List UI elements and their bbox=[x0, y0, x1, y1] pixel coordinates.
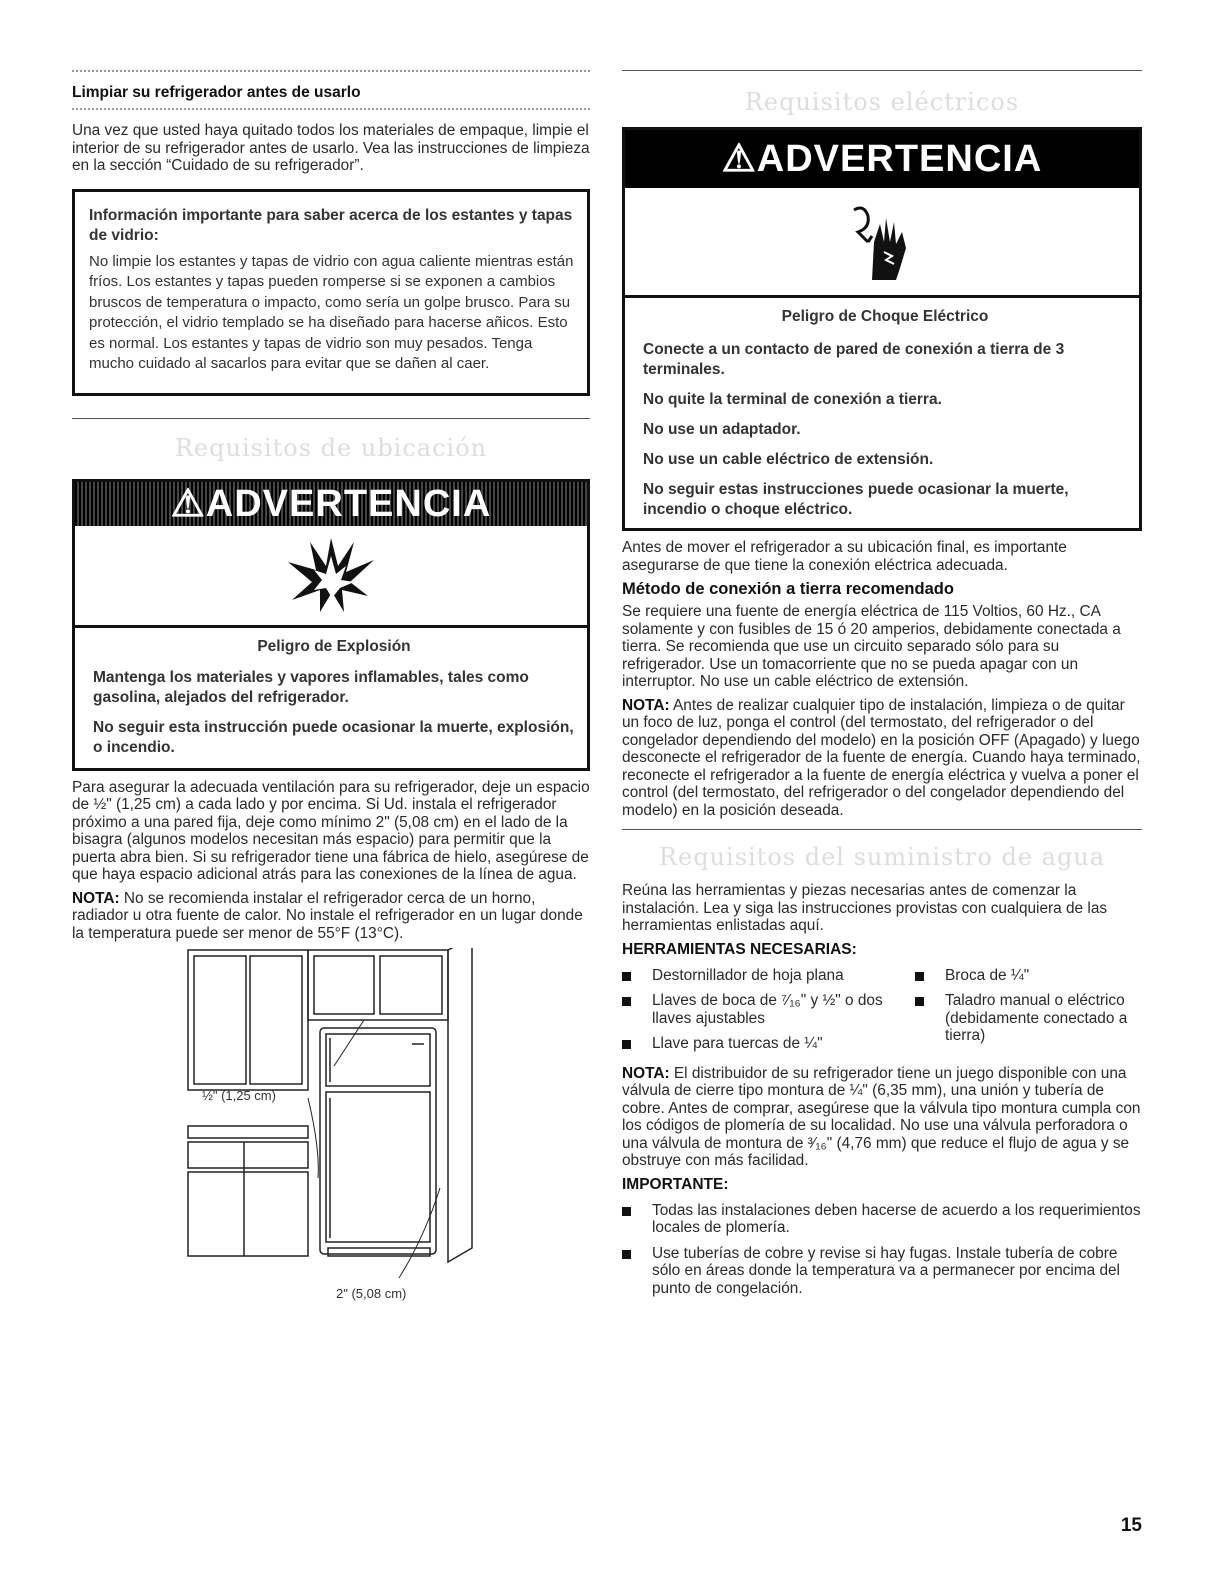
water-intro: Reúna las herramientas y piezas necesarias antes de comenzar la instalación. Lea y siga las instrucciones provistas con cualquiera de las herramientas enlistadas aquí. bbox=[622, 882, 1108, 934]
shock-icon-row bbox=[625, 188, 1139, 298]
warning-banner: ⚠ADVERTENCIA bbox=[625, 130, 1139, 188]
bullet-icon bbox=[622, 972, 631, 981]
warning-banner: ⚠ADVERTENCIA bbox=[75, 482, 587, 526]
explosion-warning-text bbox=[75, 628, 587, 768]
bullet-icon bbox=[622, 1250, 631, 1259]
important-heading: IMPORTANTE: bbox=[622, 1175, 729, 1193]
list-item: Llaves de boca de ⁷⁄₁₆" y ½" o dos llaves ajustables bbox=[622, 992, 915, 1027]
list-item: Llave para tuercas de ¼" bbox=[622, 1035, 915, 1053]
list-item: Todas las instalaciones deben hacerse de acuerdo a los requerimientos locales de plomería. bbox=[622, 1202, 1142, 1237]
bullet-icon bbox=[622, 997, 631, 1006]
divider bbox=[622, 829, 1142, 830]
clean-intro: Una vez que usted haya quitado todos los materiales de empaque, limpie el interior de su refrigerador antes de usarlo. Vea las instrucciones de limpieza en la sección “Cuidado de su refrigerador”. bbox=[72, 122, 590, 174]
explosion-hazard-title: Peligro de Explosión bbox=[257, 637, 411, 655]
divider bbox=[622, 70, 1142, 71]
valve-note: NOTA: El distribuidor de su refrigerador tiene un juego disponible con una válvula de cierre tipo montura de ¼" (6,35 mm), una unión y tubería de cobre. Antes de comprar, asegúrese que la válvula tipo montura cumpla con los códigos de plomería de su localidad. No use una válvula perforadora o una válvula de montura de ³⁄₁₆" (4,76 mm) que reduce el flujo de agua y se obstruye con más facilidad. bbox=[622, 1064, 1141, 1169]
warning-triangle-icon: ⚠ bbox=[721, 138, 757, 180]
grounding-method-text: Se requiere una fuente de energía eléctrica de 115 Voltios, 60 Hz., CA solamente y con fusibles de 15 ó 20 amperios, debidamente conectada a tierra. Se recomienda que use un circuito separado sólo para su refrigerador. Use un tomacorriente que no se pueda apagar con un interruptor. No use un cable eléctrico de extensión. bbox=[622, 603, 1121, 690]
glass-info-title: Información importante para saber acerca de los estantes y tapas de vidrio: bbox=[89, 206, 573, 244]
shock-hazard-title: Peligro de Choque Eléctrico bbox=[781, 308, 989, 325]
bullet-icon bbox=[915, 997, 924, 1006]
warning-line: No use un cable eléctrico de extensión. bbox=[643, 451, 934, 468]
right-column bbox=[622, 70, 1142, 1305]
location-note: NOTA: No se recomienda instalar el refrigerador cerca de un horno, radiador u otra fuente de calor. No instale el refrigerador en un lugar donde la temperatura puede ser menor de 55°F (13°C). bbox=[72, 889, 583, 942]
bullet-icon bbox=[622, 1040, 631, 1049]
bullet-icon bbox=[622, 1207, 631, 1216]
left-column bbox=[72, 70, 590, 1334]
clearance-diagram bbox=[184, 948, 514, 1334]
electrical-note: NOTA: Antes de realizar cualquier tipo de instalación, limpieza o de quitar un foco de luz, ponga el control (del termostato, del refrigerador o del congelador dependiendo del modelo) en la posición OFF (Apagado) y luego desconecte el refrigerador de la fuente de energía. Cuando haya terminado, reconecte el refrigerador a la fuente de energía eléctrica y vuelva a poner el control (del termostato, del refrigerador o del congelador dependiendo del modelo) en la posición deseada. bbox=[622, 696, 1141, 819]
divider bbox=[72, 70, 590, 72]
glass-info-box bbox=[72, 189, 590, 396]
tools-heading: HERRAMIENTAS NECESARIAS: bbox=[622, 940, 857, 958]
divider bbox=[72, 108, 590, 110]
warning-triangle-icon: ⚠ bbox=[170, 482, 206, 525]
glass-info-body: No limpie los estantes y tapas de vidrio con agua caliente mientras están fríos. Los estantes y tapas pueden romperse si se exponen a cambios bruscos de temperatura o impacto, como sería un golpe brusco. Para su protección, el vidrio templado se ha diseñado para hacerse añicos. Esto es normal. Los estantes y tapas de vidrio son muy pesados. Tenga mucho cuidado al sacarlos para evitar que se dañen al caer. bbox=[89, 252, 574, 372]
electrical-warning-text bbox=[625, 298, 1139, 528]
warning-line: No use un adaptador. bbox=[643, 421, 801, 438]
tools-list-right bbox=[915, 967, 1135, 1061]
divider bbox=[72, 418, 590, 419]
warning-line: Conecte a un contacto de pared de conexión a tierra de 3 terminales. bbox=[643, 341, 1065, 378]
warning-line: No seguir esta instrucción puede ocasionar la muerte, explosión, o incendio. bbox=[93, 718, 574, 756]
list-item: Destornillador de hoja plana bbox=[622, 967, 915, 985]
water-section-title: Requisitos del suministro de agua bbox=[658, 843, 1106, 871]
grounding-method-heading: Método de conexión a tierra recomendado bbox=[622, 580, 954, 598]
tools-list-left bbox=[622, 967, 915, 1061]
warning-line: No quite la terminal de conexión a tierra. bbox=[643, 391, 942, 408]
list-item: Broca de ¼" bbox=[915, 967, 1135, 985]
explosion-icon-row bbox=[75, 526, 587, 628]
page-number: 15 bbox=[1120, 1515, 1142, 1536]
bullet-icon bbox=[915, 972, 924, 981]
explosion-icon bbox=[286, 536, 376, 614]
ventilation-text: Para asegurar la adecuada ventilación para su refrigerador, deje un espacio de ½" (1,25 cm) a cada lado y por encima. Si Ud. instala el refrigerador próximo a una pared fija, deje como mínimo 2" (5,08 cm) en el lado de la bisagra (algunos modelos necesitan más espacio) para permitir que la puerta abra bien. Si su refrigerador tiene una fábrica de hielo, asegúrese de que haya espacio adicional atrás para las conexiones de la línea de agua. bbox=[72, 778, 590, 883]
warning-line: No seguir estas instrucciones puede ocasionar la muerte, incendio o choque eléctrico. bbox=[643, 481, 1069, 518]
list-item: Use tuberías de cobre y revise si hay fugas. Instale tubería de cobre sólo en áreas donde la temperatura va a permanecer por encima del punto de congelación. bbox=[622, 1245, 1142, 1298]
side-clearance-label: ½" (1,25 cm) bbox=[202, 1088, 276, 1103]
electrical-section-title: Requisitos eléctricos bbox=[744, 88, 1020, 116]
tools-list bbox=[622, 967, 1142, 1061]
electrical-warning-box bbox=[622, 127, 1142, 531]
warning-line: Mantenga los materiales y vapores inflamables, tales como gasolina, alejados del refrigerador. bbox=[93, 668, 529, 706]
explosion-warning-box bbox=[72, 479, 590, 771]
location-section-title: Requisitos de ubicación bbox=[174, 433, 488, 462]
before-move-text: Antes de mover el refrigerador a su ubicación final, es importante asegurarse de que tiene la conexión eléctrica adecuada. bbox=[622, 539, 1067, 574]
clean-heading: Limpiar su refrigerador antes de usarlo bbox=[72, 84, 361, 101]
electric-shock-icon bbox=[850, 202, 914, 282]
hinge-clearance-label: 2" (5,08 cm) bbox=[336, 1286, 407, 1301]
list-item: Taladro manual o eléctrico (debidamente conectado a tierra) bbox=[915, 992, 1135, 1045]
